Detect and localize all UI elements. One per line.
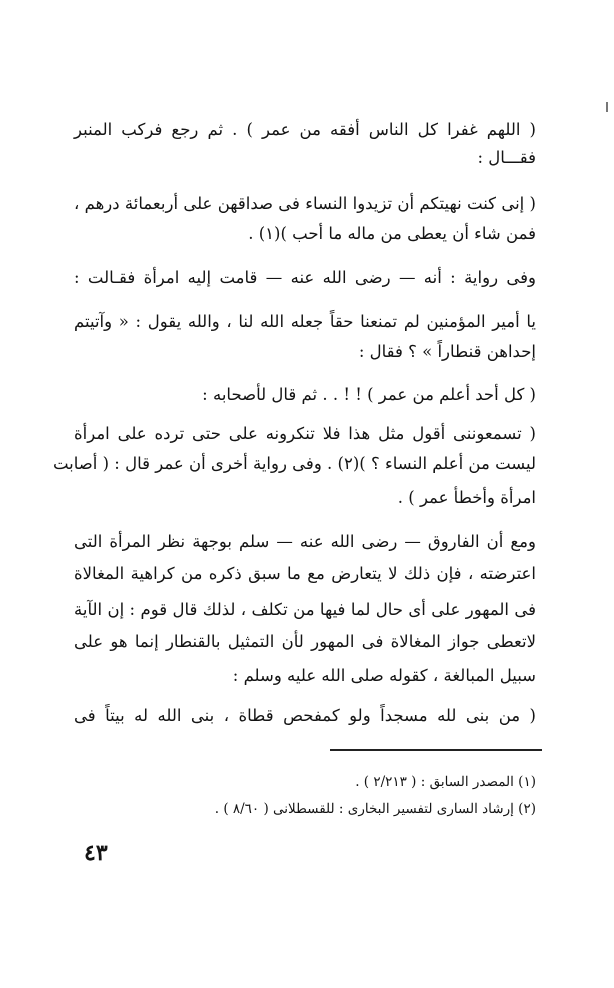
text-line-7: إحداهن قنطاراً » ؟ فقال : [358, 342, 536, 361]
text-line-14: فى المهور على أى حال لما فيها من تكلف ، لذلك قال قوم : إن الآية [74, 600, 536, 619]
text-line-5: وفى رواية : أنه — رضى الله عنه — قامت إليه امرأة فقـالت : [74, 268, 536, 287]
text-line-12: ومع أن الفاروق — رضى الله عنه — سلم بوجهة نظر المرأة التى [74, 532, 536, 551]
page-number: ٤٣ [84, 840, 108, 866]
text-line-1: ( اللهم غفرا كل الناس أفقه من عمر ) . ثم رجع فركب المنبر [74, 120, 536, 139]
text-line-6: يا أمير المؤمنين لم تمنعنا حقاً جعله الله لنا ، والله يقول : « وآتيتم [74, 312, 536, 331]
footnote-divider [330, 749, 542, 751]
text-line-8: ( كل أحد أعلم من عمر ) ! ! . . ثم قال لأصحابه : [202, 385, 536, 404]
text-line-3: ( إنى كنت نهيتكم أن تزيدوا النساء فى صداقهن على أربعمائة درهم ، [74, 194, 536, 213]
footnote-1: (١) المصدر السابق : ( ٢/٢١٣ ) . [355, 774, 536, 790]
footnote-2: (٢) إرشاد السارى لتفسير البخارى : للقسطلانى ( ٨/٦٠ ) . [214, 801, 536, 817]
text-line-9: ( تسمعوننى أقول مثل هذا فلا تنكرونه على حتى ترده على امرأة [74, 424, 536, 443]
text-line-10: ليست من أعلم النساء ؟ )(٢) . وفى رواية أخرى أن عمر قال : ( أصابت [52, 454, 536, 473]
text-line-2: فقـــال : [477, 148, 536, 167]
scan-edge-mark [606, 102, 608, 112]
text-line-4: فمن شاء أن يعطى من ماله ما أحب )(١) . [248, 224, 536, 243]
text-line-15: لاتعطى جواز المغالاة فى المهور لأن التمثيل بالقنطار إنما هو على [74, 632, 536, 651]
text-line-16: سبيل المبالغة ، كقوله صلى الله عليه وسلم : [232, 666, 536, 685]
text-line-17: ( من بنى لله مسجداً ولو كمفحص قطاة ، بنى الله له بيتاً فى [74, 706, 536, 725]
text-line-13: اعترضته ، فإن ذلك لا يتعارض مع ما سبق ذكره من كراهية المغالاة [74, 564, 536, 583]
text-line-11: امرأة وأخطأ عمر ) . [397, 488, 536, 507]
